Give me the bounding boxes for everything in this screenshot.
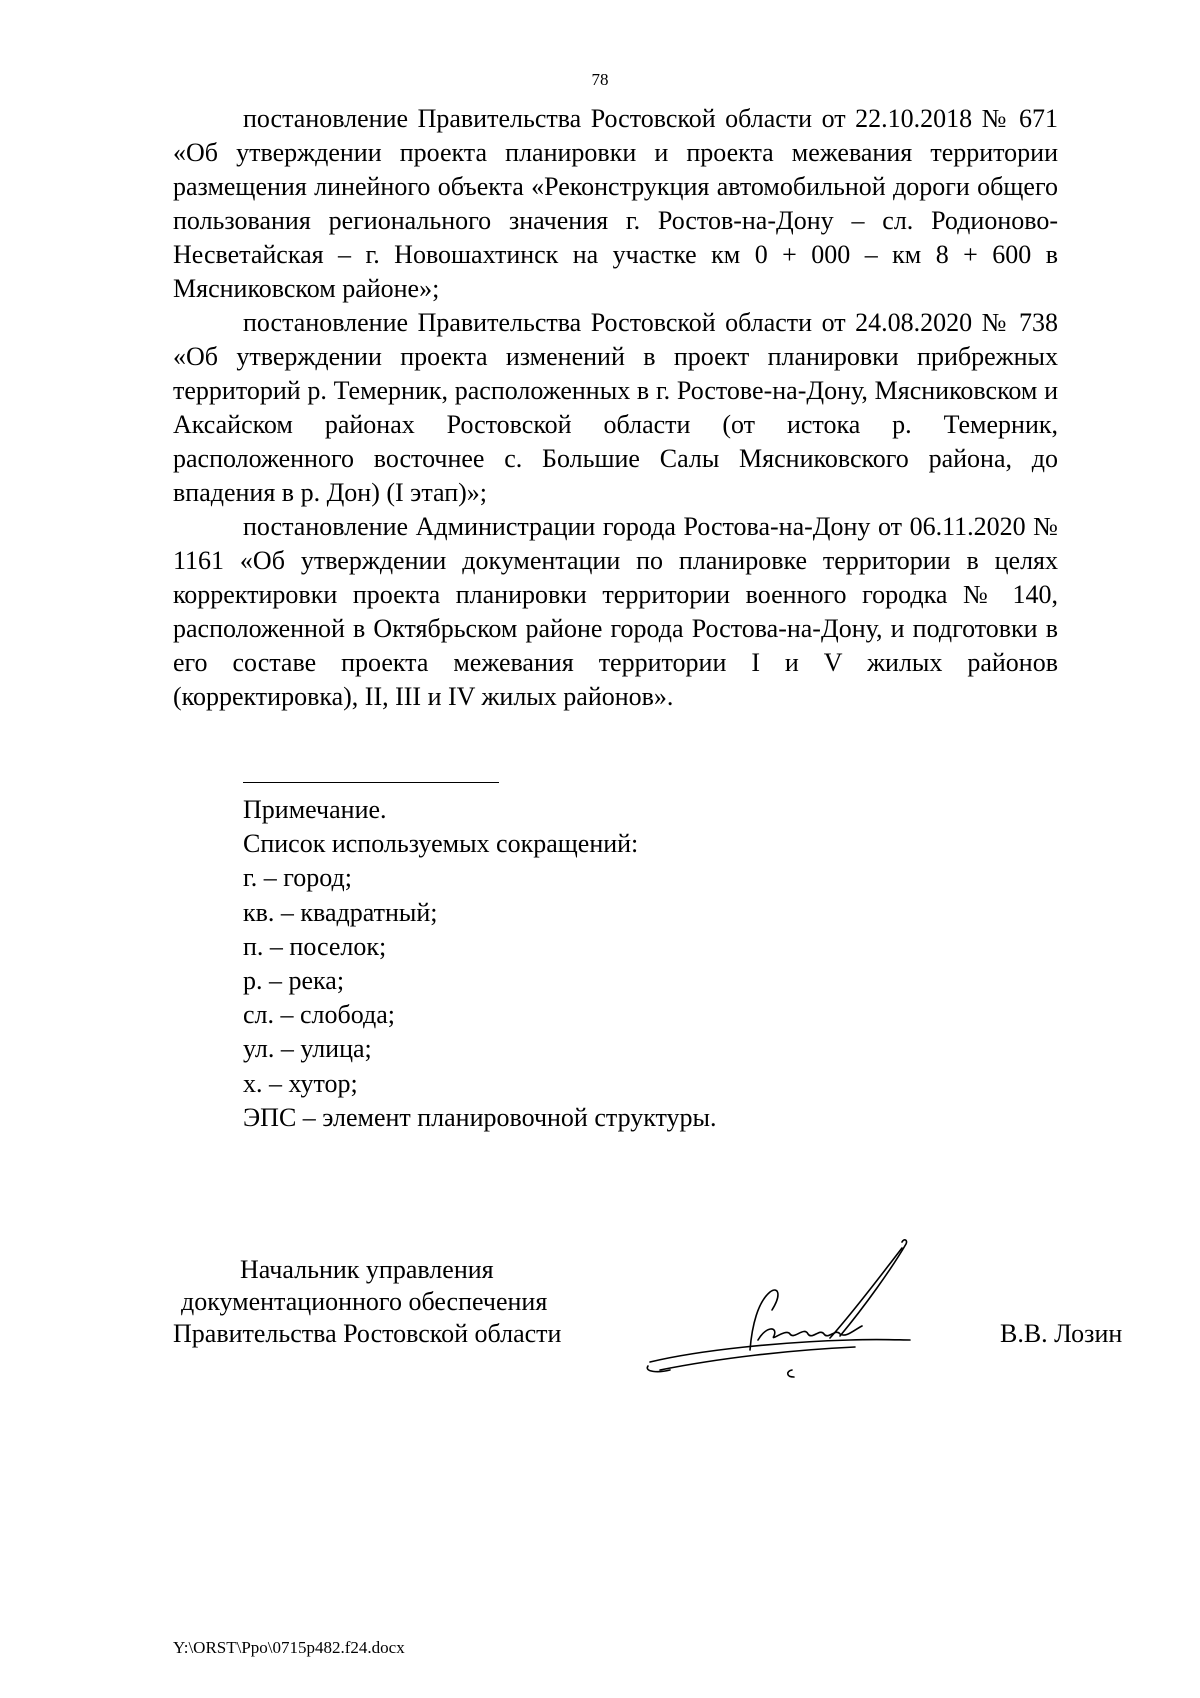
- signatory-name: В.В. Лозин: [1000, 1319, 1123, 1348]
- file-path: Y:\ORST\Ppo\0715p482.f24.docx: [173, 1638, 405, 1657]
- notes-heading: Примечание.: [243, 795, 387, 824]
- paragraph-resolution-738: постановление Правительства Ростовской области от 24.08.2020 № 738 «Об утверждении проекта изменений в проект планировки прибрежных территорий р. Темерник, расположенных в г. Ростове-на-Дону, Мясниковском и Аксайском районах Ростовской области (от истока р. Темерник, расположенного восточнее с. Большие Салы Мясниковского района, до впадения в р. Дон) (I этап)»;: [173, 308, 1058, 507]
- signatory-title: [173, 1254, 561, 1350]
- signatory-title-line: документационного обеспечения: [181, 1287, 548, 1316]
- abbreviation-item: х. – хутор;: [243, 1068, 358, 1098]
- abbreviation-item: кв. – квадратный;: [243, 897, 438, 927]
- signatory-title-line: Правительства Ростовской области: [173, 1319, 562, 1348]
- abbreviation-item: сл. – слобода;: [243, 1000, 396, 1030]
- paragraph-resolution-671: постановление Правительства Ростовской области от 22.10.2018 № 671 «Об утверждении проекта планировки и проекта межевания территории размещения линейного объекта «Реконструкция автомобильной дороги общего пользования регионального значения г. Ростов-на-Дону – сл. Родионово-Несветайская – г. Новошахтинск на участке км 0 + 000 – км 8 + 600 в Мясниковском районе»;: [173, 104, 1058, 303]
- abbreviation-item: р. – река;: [243, 966, 345, 996]
- signatory-title-line: Начальник управления: [240, 1255, 494, 1284]
- document-body: [173, 102, 1058, 714]
- handwritten-signature: [640, 1230, 990, 1400]
- abbreviation-item: ул. – улица;: [243, 1034, 372, 1064]
- page-number: 78: [591, 70, 609, 89]
- abbreviation-item: г. – город;: [243, 863, 352, 893]
- abbreviation-item: ЭПС – элемент планировочной структуры.: [243, 1102, 717, 1132]
- paragraph-resolution-1161: постановление Администрации города Ростова-на-Дону от 06.11.2020 № 1161 «Об утверждении документации по планировке территории в целях корректировки проекта планировки территории военного городка № 140, расположенной в Октябрьском районе города Ростова-на-Дону, и подготовки в его составе проекта межевания территории I и V жилых районов (корректировка), II, III и IV жилых районов».: [173, 512, 1058, 711]
- notes-subheading: Список используемых сокращений:: [243, 829, 639, 859]
- notes-section: [243, 793, 717, 1135]
- footnote-divider: [243, 782, 499, 783]
- abbreviation-item: п. – поселок;: [243, 931, 387, 961]
